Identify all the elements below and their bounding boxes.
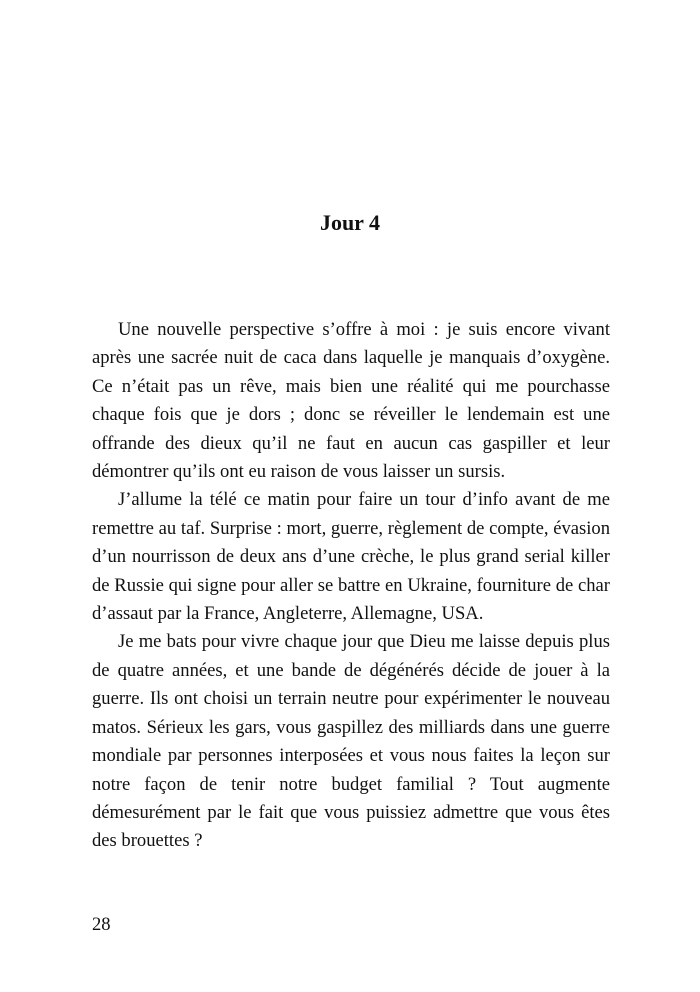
chapter-title: Jour 4 bbox=[319, 210, 381, 235]
page-number: 28 bbox=[92, 914, 111, 935]
paragraph-1: Une nouvelle perspective s’offre à moi : je suis encore vivant après une sacrée nuit de caca dans laquelle je manquais d’oxygène. Ce n’était pas un rêve, mais bien une réalité qui me pourchasse chaque fois que je dors ; donc se réveiller le lendemain est une offrande des dieux qu’il ne faut en aucun cas gaspiller et leur démontrer qu’ils ont eu raison de vous laisser un sursis. bbox=[92, 319, 610, 483]
paragraph-2: J’allume la télé ce matin pour faire un tour d’info avant de me remettre au taf. Surprise : mort, guerre, règlement de compte, évasion d’un nourrisson de deux ans d’une crèche, le plus grand serial killer de Russie qui signe pour aller se battre en Ukraine, fourniture de char d’assaut par la France, Angleterre, Allemagne, USA. bbox=[92, 489, 610, 625]
paragraph-3: Je me bats pour vivre chaque jour que Dieu me laisse depuis plus de quatre années, et une bande de dégénérés décide de jouer à la guerre. Ils ont choisi un terrain neutre pour expérimenter le nouveau matos. Sérieux les gars, vous gaspillez des milliards dans une guerre mondiale par personnes interposées et vous nous faites la leçon sur notre façon de tenir notre budget familial ? Tout augmente démesurément par le fait que vous puissiez admettre que vous êtes des brouettes ? bbox=[92, 631, 610, 852]
body-text bbox=[92, 316, 610, 856]
